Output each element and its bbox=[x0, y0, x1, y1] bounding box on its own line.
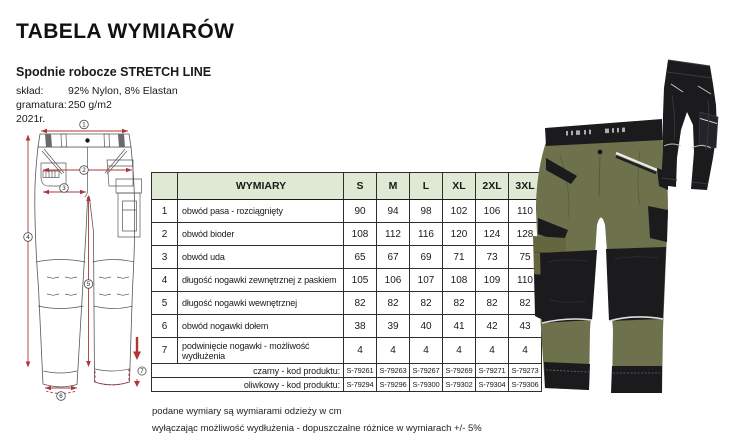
row-number: 4 bbox=[152, 269, 178, 292]
size-value: 109 bbox=[476, 269, 509, 292]
dimension-marker: 7 bbox=[140, 368, 144, 376]
table-row bbox=[152, 246, 542, 269]
size-value: 82 bbox=[476, 292, 509, 315]
belt-loop bbox=[45, 134, 52, 147]
size-value: 4 bbox=[344, 338, 377, 364]
size-value: 110 bbox=[509, 200, 542, 223]
row-number: 6 bbox=[152, 315, 178, 338]
row-number: 2 bbox=[152, 223, 178, 246]
zip-detail bbox=[43, 171, 59, 178]
size-value: 102 bbox=[443, 200, 476, 223]
row-number: 7 bbox=[152, 338, 178, 364]
size-value: 128 bbox=[509, 223, 542, 246]
size-value: 71 bbox=[443, 246, 476, 269]
size-value: 82 bbox=[410, 292, 443, 315]
column-header-size: S bbox=[344, 173, 377, 200]
size-value: 90 bbox=[344, 200, 377, 223]
size-value: 4 bbox=[443, 338, 476, 364]
measurement-label: długość nogawki wewnętrznej bbox=[178, 292, 344, 315]
table-row bbox=[152, 269, 542, 292]
button bbox=[85, 138, 89, 142]
size-value: 4 bbox=[509, 338, 542, 364]
size-value: 65 bbox=[344, 246, 377, 269]
product-code: S-79302 bbox=[443, 378, 476, 392]
row-number: 5 bbox=[152, 292, 178, 315]
size-value: 39 bbox=[377, 315, 410, 338]
dimension-marker: 1 bbox=[82, 121, 86, 129]
size-value: 4 bbox=[410, 338, 443, 364]
code-row-label: oliwkowy - kod produktu: bbox=[152, 378, 344, 392]
product-code: S-79271 bbox=[476, 364, 509, 378]
size-value: 82 bbox=[377, 292, 410, 315]
column-header-wymiary: WYMIARY bbox=[178, 173, 344, 200]
dimension-marker: 4 bbox=[26, 234, 30, 242]
spec-label: skład: bbox=[16, 85, 44, 97]
product-code-row bbox=[152, 378, 542, 392]
product-code: S-79273 bbox=[509, 364, 542, 378]
size-value: 107 bbox=[410, 269, 443, 292]
table-row bbox=[152, 223, 542, 246]
size-value: 41 bbox=[443, 315, 476, 338]
size-value: 124 bbox=[476, 223, 509, 246]
row-number: 1 bbox=[152, 200, 178, 223]
product-code: S-79263 bbox=[377, 364, 410, 378]
product-code: S-79267 bbox=[410, 364, 443, 378]
dimension-marker: 3 bbox=[62, 185, 66, 193]
spec-value: 92% Nylon, 8% Elastan bbox=[68, 85, 178, 97]
corner-cell bbox=[152, 173, 178, 200]
size-value: 120 bbox=[443, 223, 476, 246]
measurement-label: podwinięcie nogawki - możliwość wydłużenia bbox=[178, 338, 344, 364]
measurement-label: obwód nogawki dołem bbox=[178, 315, 344, 338]
dimension-marker: 6 bbox=[59, 393, 63, 401]
size-value: 112 bbox=[377, 223, 410, 246]
size-value: 73 bbox=[476, 246, 509, 269]
code-row-label: czarny - kod produktu: bbox=[152, 364, 344, 378]
measurement-label: obwód pasa - rozciągnięty bbox=[178, 200, 344, 223]
dimension-marker: 2 bbox=[82, 167, 86, 175]
size-value: 106 bbox=[377, 269, 410, 292]
table-header-row bbox=[152, 173, 542, 200]
product-code: S-79304 bbox=[476, 378, 509, 392]
product-code-row bbox=[152, 364, 542, 378]
size-value: 40 bbox=[410, 315, 443, 338]
size-value: 75 bbox=[509, 246, 542, 269]
trousers-measurement-diagram bbox=[6, 118, 152, 414]
row-number: 3 bbox=[152, 246, 178, 269]
size-value: 82 bbox=[344, 292, 377, 315]
note-line: wyłączając możliwość wydłużenia - dopuszczalne różnice w wymiarach +/- 5% bbox=[152, 422, 482, 434]
size-value: 98 bbox=[410, 200, 443, 223]
size-value: 82 bbox=[443, 292, 476, 315]
column-header-size: M bbox=[377, 173, 410, 200]
product-code: S-79300 bbox=[410, 378, 443, 392]
product-name: Spodnie robocze STRETCH LINE bbox=[16, 65, 212, 79]
table-row bbox=[152, 338, 542, 364]
page-title: TABELA WYMIARÓW bbox=[16, 20, 235, 43]
measurement-label: długość nogawki zewnętrznej z paskiem bbox=[178, 269, 344, 292]
spec-value: 250 g/m2 bbox=[68, 99, 112, 111]
table-row bbox=[152, 315, 542, 338]
spec-label: gramatura: bbox=[16, 99, 67, 111]
belt-loop bbox=[118, 134, 125, 147]
product-code: S-79294 bbox=[344, 378, 377, 392]
dimension-marker: 5 bbox=[86, 281, 91, 289]
olive-trousers-art bbox=[533, 119, 668, 393]
size-value: 4 bbox=[377, 338, 410, 364]
cargo-pocket bbox=[648, 206, 668, 242]
column-header-size: L bbox=[410, 173, 443, 200]
size-value: 116 bbox=[410, 223, 443, 246]
size-value: 108 bbox=[443, 269, 476, 292]
size-value: 38 bbox=[344, 315, 377, 338]
size-value: 69 bbox=[410, 246, 443, 269]
note-line: podane wymiary są wymiarami odzieży w cm bbox=[152, 406, 342, 417]
size-value: 106 bbox=[476, 200, 509, 223]
knee-panel bbox=[540, 250, 597, 323]
table-row bbox=[152, 200, 542, 223]
product-code: S-79296 bbox=[377, 378, 410, 392]
size-value: 4 bbox=[476, 338, 509, 364]
black-trousers-art bbox=[661, 60, 718, 190]
size-value: 42 bbox=[476, 315, 509, 338]
product-info bbox=[16, 65, 211, 126]
size-value: 94 bbox=[377, 200, 410, 223]
column-header-size: 2XL bbox=[476, 173, 509, 200]
footer-notes bbox=[152, 404, 482, 437]
measurement-label: obwód bioder bbox=[178, 223, 344, 246]
measurement-label: obwód uda bbox=[178, 246, 344, 269]
size-value: 67 bbox=[377, 246, 410, 269]
product-photo-olive bbox=[533, 112, 670, 394]
size-value: 110 bbox=[509, 269, 542, 292]
spec-row-weight bbox=[16, 98, 211, 112]
button bbox=[598, 150, 603, 155]
size-value: 82 bbox=[509, 292, 542, 315]
size-value: 105 bbox=[344, 269, 377, 292]
column-header-size: 3XL bbox=[509, 173, 542, 200]
spec-row-material bbox=[16, 84, 211, 98]
size-value: 108 bbox=[344, 223, 377, 246]
table-row bbox=[152, 292, 542, 315]
product-code: S-79269 bbox=[443, 364, 476, 378]
product-year: 2021r. bbox=[16, 113, 46, 125]
size-table bbox=[151, 172, 542, 392]
size-value: 43 bbox=[509, 315, 542, 338]
product-code: S-79261 bbox=[344, 364, 377, 378]
product-code: S-79306 bbox=[509, 378, 542, 392]
product-photo-black bbox=[652, 52, 736, 196]
column-header-size: XL bbox=[443, 173, 476, 200]
